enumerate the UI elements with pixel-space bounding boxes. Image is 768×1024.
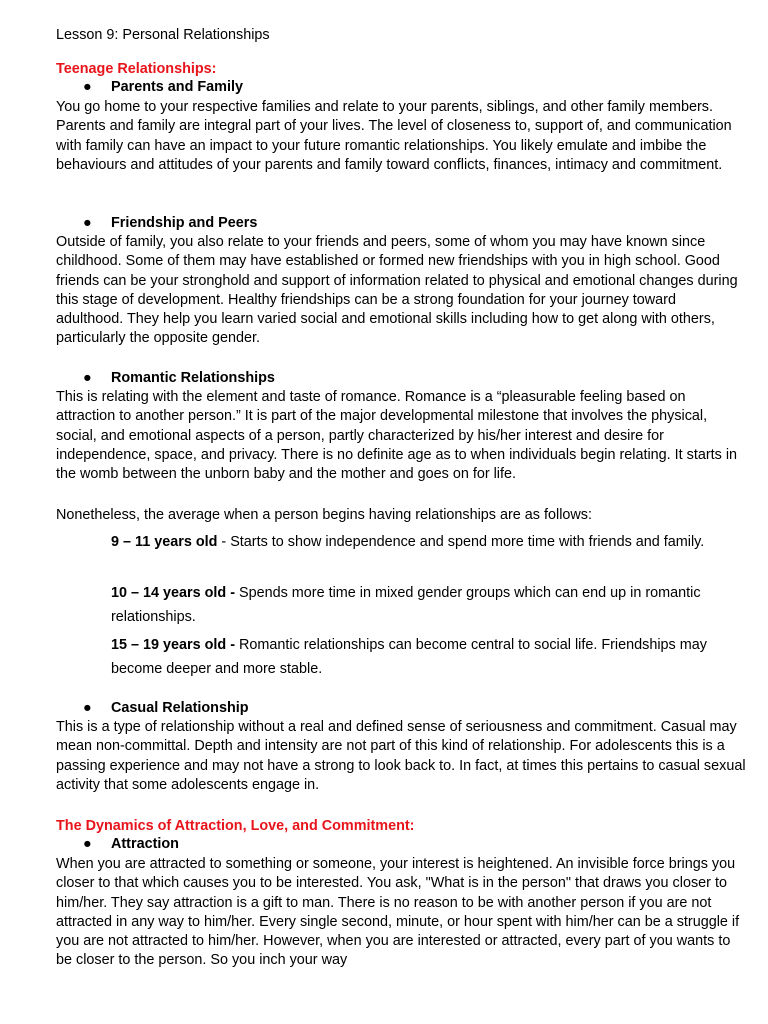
bullet-dot: ●	[83, 370, 92, 386]
bullet-dot: ●	[83, 215, 92, 231]
paragraph-nonetheless: Nonetheless, the average when a person begins having relationships are as follows:	[56, 507, 592, 523]
age-description: - Starts to show independence and spend more time with friends and family.	[217, 534, 705, 550]
section-heading-dynamics: The Dynamics of Attraction, Love, and Commitment:	[56, 818, 415, 834]
paragraph-casual-relationship: This is a type of relationship without a real and defined sense of seriousness and commitment. Casual may mean non-committal. Depth and intensity are not part of this kind of relationship. For adolescents this is a passing experience and may not have a strong to look back to. In fact, at times this pertains to casual sexual activity that some adolescents engage in.	[56, 719, 746, 793]
paragraph-romantic-relationships: This is relating with the element and taste of romance. Romance is a “pleasurable feeling based on attraction to another person.” It is part of the major developmental milestone that involves the physical, social, and emotional aspects of a person, partly characterized by his/her interest and desire for independence, space, and privacy. There is no definite age as to when individuals begin relating. It starts in the womb between the unborn baby and the mother and goes on for life.	[56, 389, 738, 483]
bullet-title: Romantic Relationships	[111, 370, 275, 386]
age-range: 9 – 11 years old	[111, 534, 218, 550]
bullet-title: Parents and Family	[111, 79, 243, 95]
bullet-heading-parents-family	[83, 78, 243, 97]
age-description: Spends more time in mixed gender groups which can end up in romantic relationships.	[111, 585, 701, 625]
bullet-title: Casual Relationship	[111, 700, 249, 716]
age-item	[83, 634, 748, 681]
paragraph-attraction: When you are attracted to something or someone, your interest is heightened. An invisible force brings you closer to that which causes you to be interested. You ask, "What is in the person" that draws you closer to him/her. They say attraction is a gift to man. There is no reason to be with another person if you are not attracted in any way to him/her. Every single second, minute, or hour spent with him/her can be a struggle if you are not attracted to him/her. However, when you are interested or attracted, every part of you wants to be closer to the person. So you inch your way	[56, 856, 740, 969]
bullet-dot: ●	[83, 836, 92, 852]
bullet-heading-friendship-peers	[83, 214, 257, 233]
age-description: Romantic relationships can become central to social life. Friendships may become deeper and more stable.	[111, 637, 707, 677]
bullet-dot: ●	[83, 700, 92, 716]
age-item	[83, 531, 748, 555]
age-range: 15 – 19 years old -	[111, 637, 235, 653]
bullet-title: Friendship and Peers	[111, 215, 258, 231]
bullet-dot: ●	[83, 79, 92, 95]
bullet-heading-attraction	[83, 835, 179, 854]
bullet-heading-casual-relationship	[83, 699, 249, 718]
bullet-heading-romantic-relationships	[83, 369, 275, 388]
age-item	[83, 582, 748, 629]
paragraph-friendship-peers: Outside of family, you also relate to your friends and peers, some of whom you may have known since childhood. Some of them may have established or formed new friendships with you in high school. Good friends can be your stronghold and support of information related to physical and emotional changes during this stage of development. Healthy friendships can be a strong foundation for your journey toward adulthood. They help you learn varied social and emotional skills including how to get along with others, particularly the opposite gender.	[56, 234, 738, 347]
lesson-title: Lesson 9: Personal Relationships	[56, 27, 270, 43]
section-heading-teenage-relationships: Teenage Relationships:	[56, 61, 217, 77]
bullet-title: Attraction	[111, 836, 179, 852]
age-range: 10 – 14 years old -	[111, 585, 235, 601]
paragraph-parents-family: You go home to your respective families and relate to your parents, siblings, and other family members. Parents and family are integral part of your lives. The level of closeness to, support of, and communication with family can have an impact to your future romantic relationships. You likely emulate and imbibe the behaviours and attitudes of your parents and family toward conflicts, finances, intimacy and commitment.	[56, 99, 732, 173]
